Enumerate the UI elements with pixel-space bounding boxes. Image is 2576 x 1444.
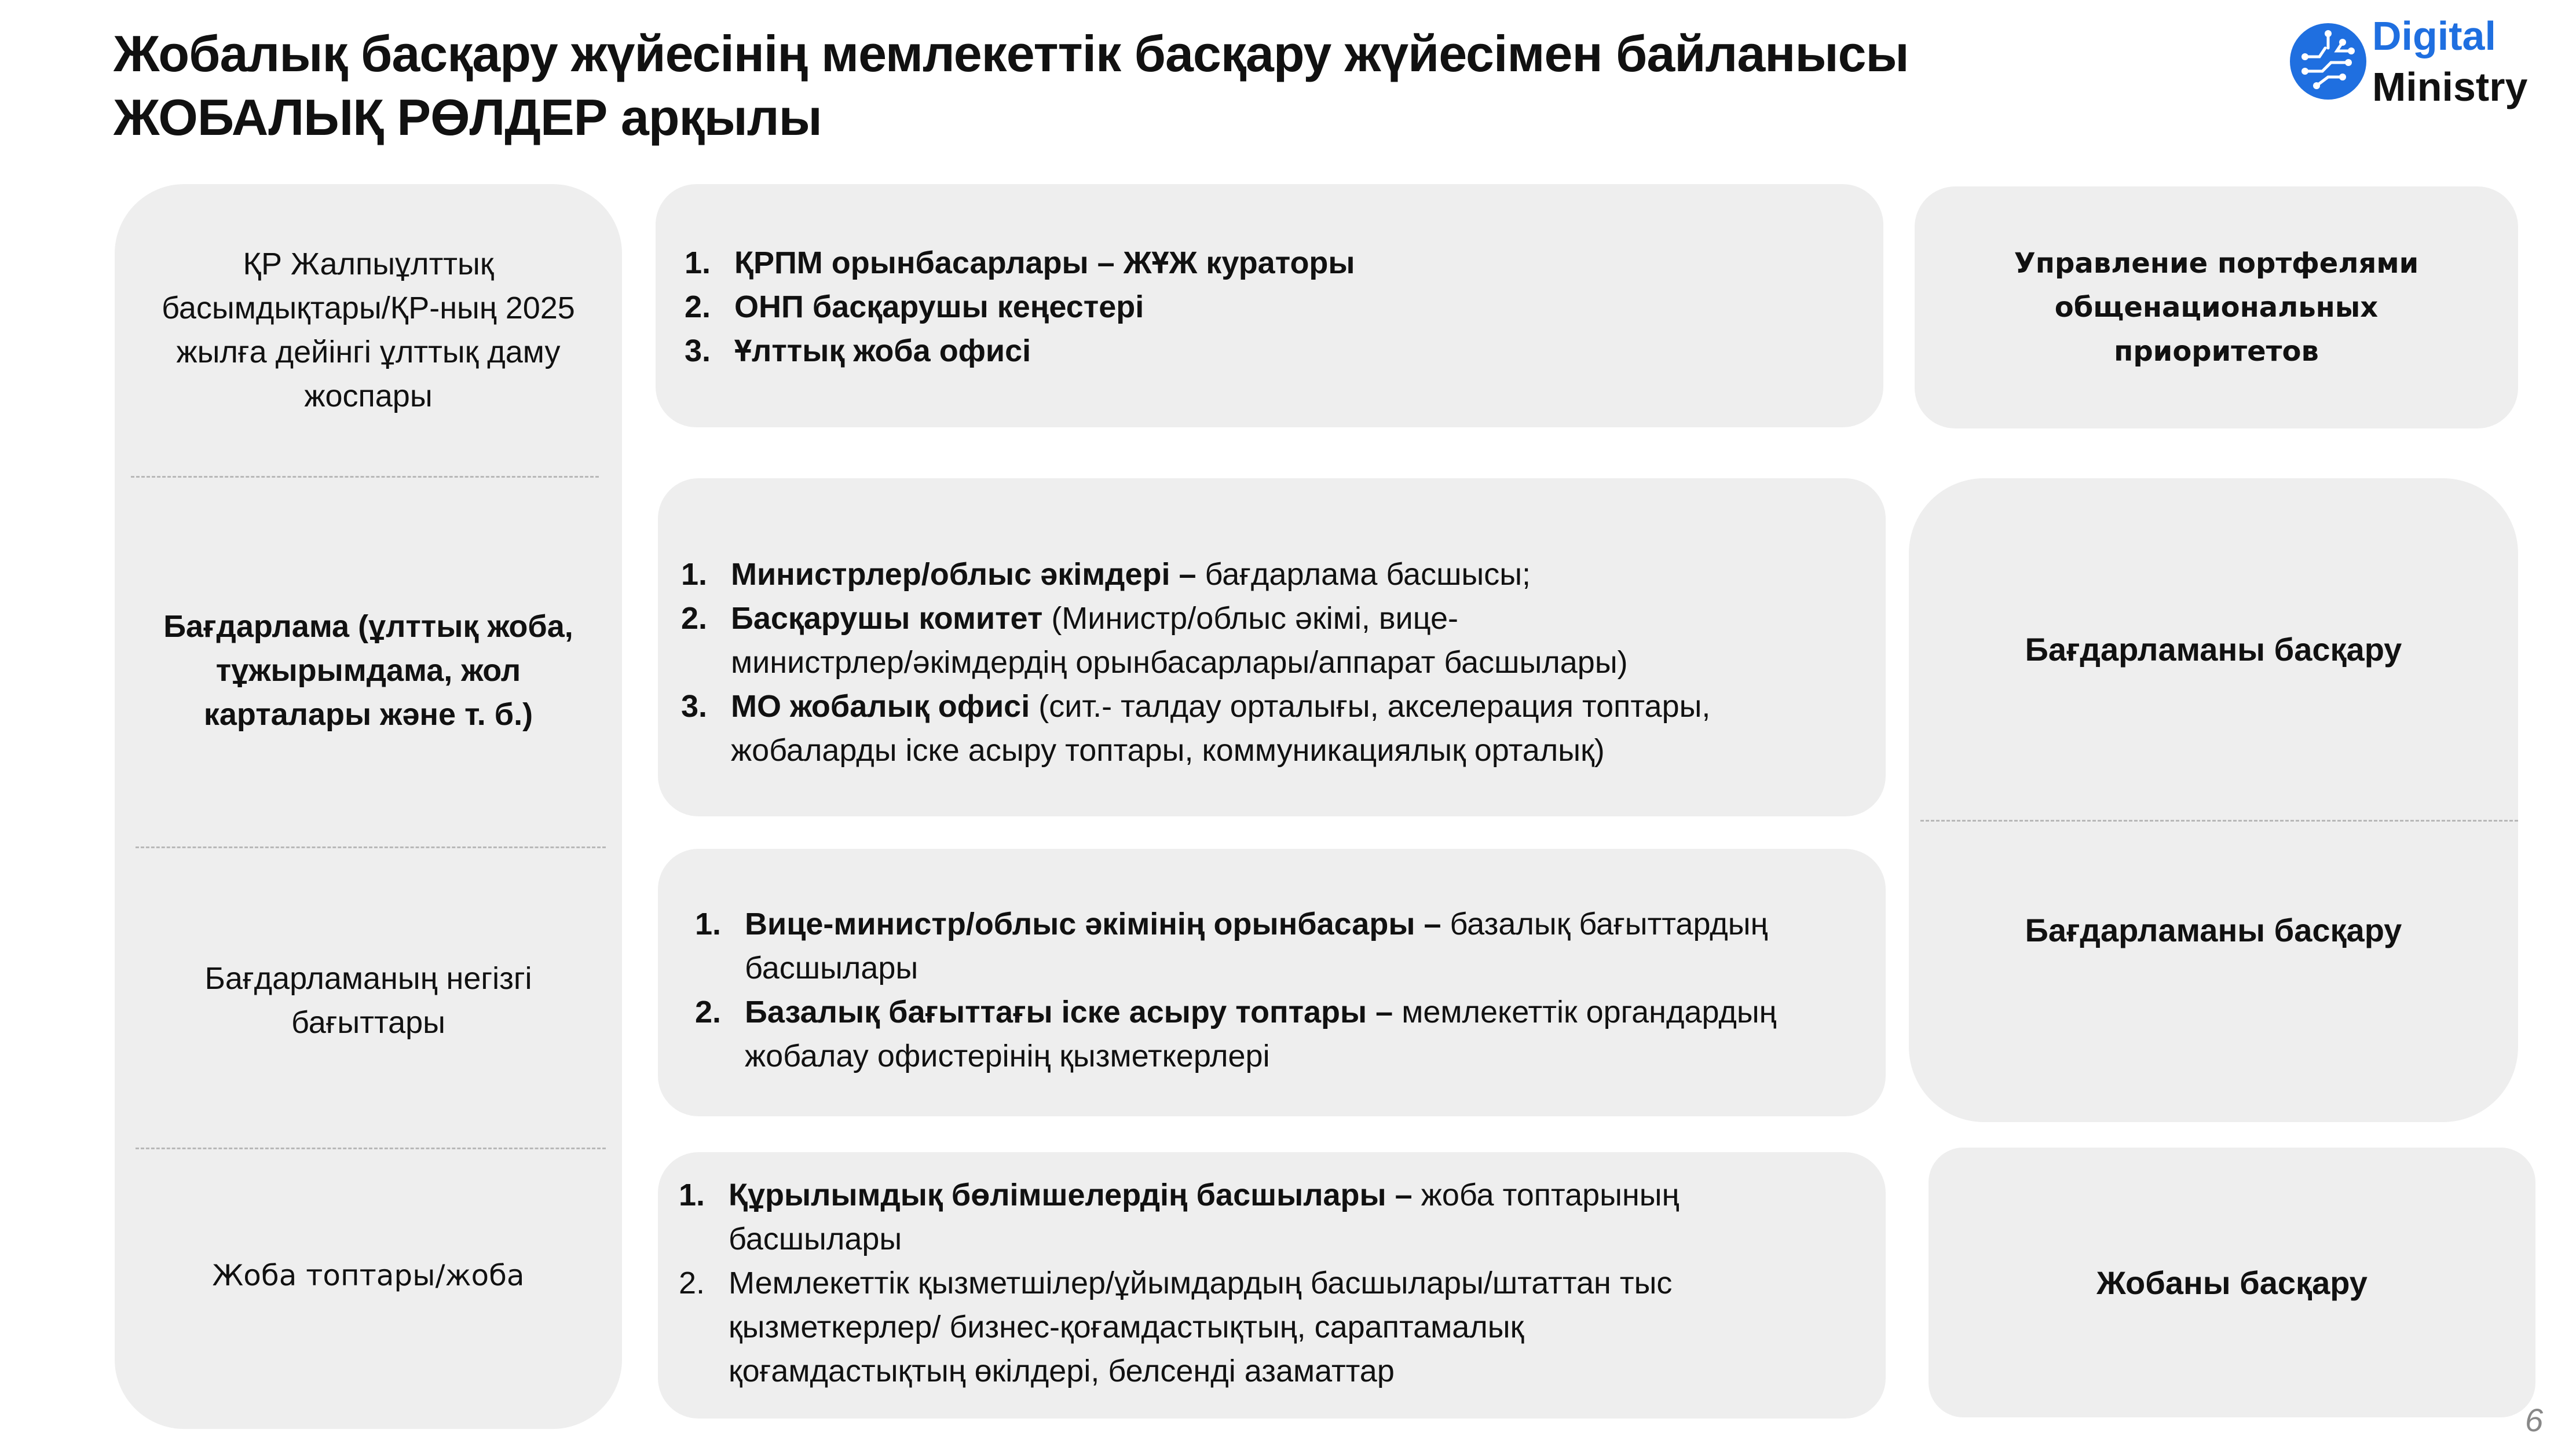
roles-box-directions xyxy=(658,849,1886,1116)
role-item: 1. Вице-министр/облыс әкімінің орынбасары – базалық бағыттардың басшылары xyxy=(695,907,1768,985)
project-management-label: Жобаны басқару xyxy=(2096,1264,2368,1301)
role-item: 1. Құрылымдық бөлімшелердің басшылары – жоба топтарының басшылары xyxy=(679,1178,1679,1256)
level-program: Бағдарлама (ұлттық жоба, тұжырымдама, жол карталары және т. б.) xyxy=(163,609,573,732)
role-item: 3. МО жобалық офисі (сит.- талдау орталығы, акселерация топтары, жобаларды іске асыру топтары, коммуникациялық орталық) xyxy=(681,689,1711,768)
program-management-label-bottom: Бағдарламаны басқару xyxy=(2025,911,2402,948)
page-number: 6 xyxy=(2525,1402,2544,1438)
role-item: 2. Басқарушы комитет (Министр/облыс әкімі, вице- министрлер/әкімдердің орынбасарлары/аппарат басшылары) xyxy=(681,601,1628,680)
divider xyxy=(131,476,599,478)
page-title-line1: Жобалық басқару жүйесінің мемлекеттік басқару жүйесімен байланысы xyxy=(114,25,1909,82)
hierarchy-level-column xyxy=(115,184,622,1429)
portfolio-management-label: Управление портфелями общенациональных приоритетов xyxy=(2014,247,2419,368)
roles-list-program xyxy=(681,552,1886,772)
role-item: 2. ОНП басқарушы кеңестері xyxy=(685,289,1144,324)
roles-list-national xyxy=(685,241,1883,373)
role-item: 1. ҚРПМ орынбасарлары – ЖҰЖ кураторы xyxy=(685,245,1355,280)
level-project-groups: Жоба топтары/жоба xyxy=(212,1259,525,1292)
divider xyxy=(136,846,606,848)
logo-text xyxy=(2372,10,2527,112)
roles-list-directions xyxy=(695,902,1886,1078)
role-item: 2. Базалық бағыттағы іске асыру топтары – мемлекеттік органдардың жобалау офистерінің қызметкерлері xyxy=(695,995,1777,1073)
circuit-globe-icon xyxy=(2288,16,2369,103)
role-item: 2. Мемлекеттік қызметшілер/ұйымдардың басшылары/штаттан тыс қызметкерлер/ бизнес-қоғамдастықтың, сараптамалық қоғамдастықтың өкілдері, белсенді азаматтар xyxy=(679,1266,1673,1388)
logo-line2: Ministry xyxy=(2372,64,2528,109)
digital-ministry-logo xyxy=(2288,10,2566,115)
right-box-portfolio xyxy=(1915,186,2518,428)
logo-line1: Digital xyxy=(2372,13,2496,58)
roles-box-projects xyxy=(658,1152,1886,1419)
level-program-directions: Бағдарламаның негізгі бағыттары xyxy=(204,961,532,1040)
roles-box-program xyxy=(658,478,1886,816)
role-item: 1. Министрлер/облыс әкімдері – бағдарлама басшысы; xyxy=(681,557,1531,592)
level-national-priorities: ҚР Жалпыұлттық басымдықтары/ҚР-ның 2025 жылға дейінгі ұлттық даму жоспары xyxy=(162,247,575,413)
page-title-line2: ЖОБАЛЫҚ РӨЛДЕР арқылы xyxy=(114,89,822,146)
role-item: 3. Ұлттық жоба офисі xyxy=(685,333,1031,368)
roles-list-projects xyxy=(679,1173,1886,1393)
roles-box-national xyxy=(656,184,1883,427)
divider xyxy=(136,1148,606,1149)
right-box-program-management xyxy=(1909,478,2518,1122)
right-box-project-management xyxy=(1929,1148,2535,1417)
program-management-label-top: Бағдарламаны басқару xyxy=(2025,631,2402,668)
page-title xyxy=(114,22,1909,149)
